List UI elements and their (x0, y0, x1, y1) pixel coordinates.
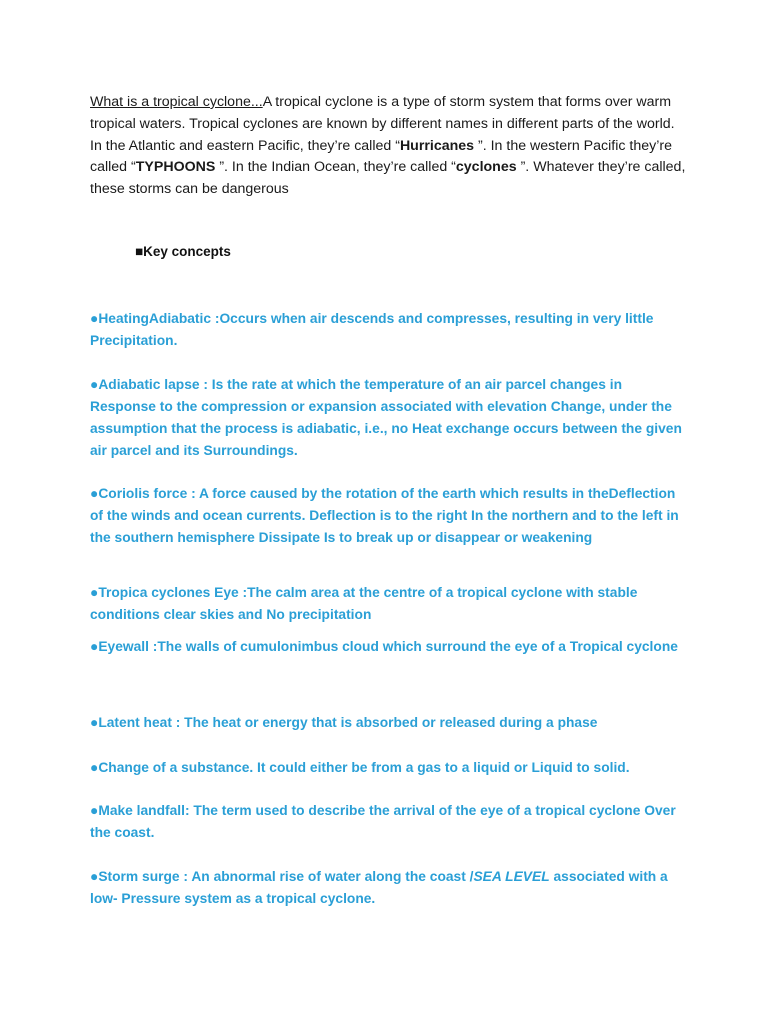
definition-adiabatic-lapse: ●Adiabatic lapse : Is the rate at which the temperature of an air parcel changes in Response to the compression or expansion associated with elevation Change, under the assumption that the process is adiabatic, i.e., no Heat exchange occurs between the given air parcel and its Surroundings. (90, 377, 682, 458)
intro-text-4: ”. Whatever they’re called, these storms can be dangerous (90, 159, 686, 198)
definition-heating-adiabatic: ●HeatingAdiabatic :Occurs when air descends and compresses, resulting in very little Precipitation. (90, 311, 654, 348)
term-typhoons: TYPHOONS (135, 159, 216, 176)
definition-make-landfall: ●Make landfall: The term used to describe the arrival of the eye of a tropical cyclone Over the coast. (90, 803, 676, 840)
intro-paragraph (90, 92, 690, 201)
definition-change-of-substance: ●Change of a substance. It could either be from a gas to a liquid or Liquid to solid. (90, 760, 630, 775)
sea-level-emphasis: SEA LEVEL (473, 869, 550, 884)
term-hurricanes: Hurricanes (399, 137, 475, 154)
intro-text-1: A tropical cyclone is a type of storm system that forms over warm tropical waters. Tropical cyclones are known by different names in different parts of the world. In the Atlantic and eastern Pacific, they’re called “ (90, 94, 675, 154)
intro-text-2: ”. In the western Pacific they’re called “ (90, 137, 672, 176)
definition-coriolis-force: ●Coriolis force : A force caused by the rotation of the earth which results in theDeflection of the winds and ocean currents. Deflection is to the right In the northern and to the left in the southern hemisphere Dissipate Is to break up or disappear or weakening (90, 486, 679, 545)
intro-heading: What is a tropical cyclone... (90, 94, 263, 110)
storm-surge-text-2: associated with a low- Pressure system as a tropical cyclone. (90, 869, 668, 906)
definition-storm-surge (90, 866, 690, 910)
term-cyclones: cyclones (455, 159, 517, 176)
definition-latent-heat: ●Latent heat : The heat or energy that is absorbed or released during a phase (90, 715, 598, 730)
definition-cyclone-eye: ●Tropica cyclones Eye :The calm area at the centre of a tropical cyclone with stable conditions clear skies and No precipitation (90, 585, 638, 622)
storm-surge-text-1: ●Storm surge : An abnormal rise of water along the coast / (90, 869, 474, 884)
definition-eyewall: ●Eyewall :The walls of cumulonimbus cloud which surround the eye of a Tropical cyclone (90, 639, 678, 654)
key-concepts-heading: ■Key concepts (135, 244, 231, 259)
intro-text-3: ”. In the Indian Ocean, they’re called “ (215, 159, 456, 176)
